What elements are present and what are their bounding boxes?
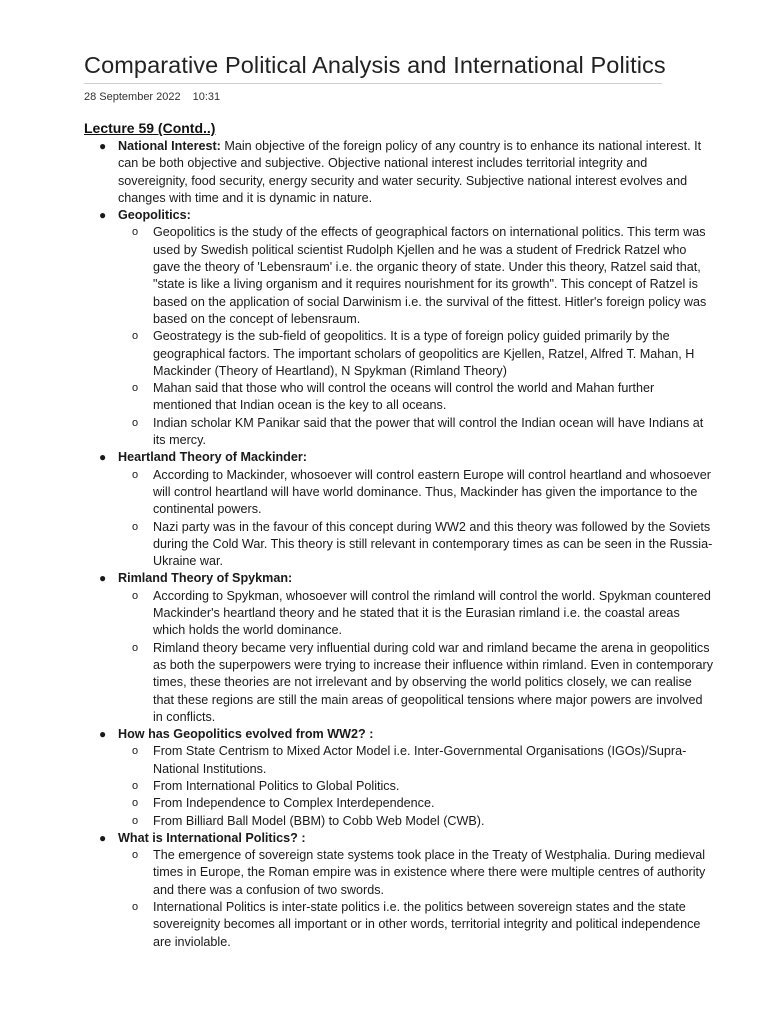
sub-item — [132, 519, 714, 571]
sub-item — [132, 847, 714, 899]
sub-list — [118, 467, 714, 571]
section-heading: Heartland Theory of Mackinder: — [118, 450, 307, 465]
sub-item — [132, 778, 714, 795]
section-heading: Rimland Theory of Spykman: — [118, 571, 293, 586]
sub-item — [132, 588, 714, 640]
circle-bullet-icon: o — [132, 226, 139, 239]
sub-item-text: From State Centrism to Mixed Actor Model i.e. Inter-Governmental Organisations (IGOs)/Supra-National Institutions. — [153, 744, 687, 776]
sub-item — [132, 467, 714, 519]
sub-item-text: International Politics is inter-state politics i.e. the politics between sovereign states and the state sovereignity becomes all important or in other words, territorial integrity and political independence are inviolable. — [153, 900, 701, 949]
circle-bullet-icon: o — [132, 814, 139, 827]
bullet-icon: ● — [99, 830, 107, 845]
note-date: 28 September 2022 — [84, 91, 181, 103]
circle-bullet-icon: o — [132, 416, 139, 429]
sub-item — [132, 813, 714, 830]
section-heading: National Interest: — [118, 139, 221, 153]
circle-bullet-icon: o — [132, 901, 139, 914]
sub-item — [132, 380, 714, 415]
circle-bullet-icon: o — [132, 745, 139, 758]
circle-bullet-icon: o — [132, 797, 139, 810]
note-body — [84, 138, 714, 951]
title-divider — [84, 83, 662, 84]
sub-item-text: Geostrategy is the sub-field of geopolitics. It is a type of foreign policy guided primarily by the geographical factors. The important scholars of geopolitics are Kjellen, Ratzel, Alfred T. Mahan, H Mackinder (Theory of Heartland), N Spykman (Rimland Theory) — [153, 329, 695, 378]
sub-list — [118, 847, 714, 951]
sub-item-text: Geopolitics is the study of the effects of geographical factors on international politics. This term was used by Swedish political scientist Rudolph Kjellen and he was a student of Fredrick Ratzel who gave the theory of 'Lebensraum' i.e. the organic theory of state. Under this theory, Ratzel said that, "state is like a living organism and it requires nourishment for its growth". This concept of Ratzel is based on the application of social Darwinism i.e. the survival of the fittest. Hitler's foreign policy was based on the concept of lebensraum. — [153, 225, 707, 326]
sub-item-text: From Billiard Ball Model (BBM) to Cobb Web Model (CWB). — [153, 813, 485, 828]
section-item — [99, 138, 714, 207]
sub-item-text: Indian scholar KM Panikar said that the power that will control the Indian ocean will have Indians at its mercy. — [153, 415, 704, 448]
section-text: Main objective of the foreign policy of any country is to enhance its national interest. It can be both objective and subjective. Objective national interest includes territorial integrity and sovereignity, food security, energy security and water security. Subjective national interest evolves and changes with time and it is dynamic in nature. — [118, 139, 702, 205]
circle-bullet-icon: o — [132, 382, 139, 395]
note-meta — [84, 91, 220, 103]
section-heading: What is International Politics? : — [118, 830, 306, 845]
sub-item-text: From Independence to Complex Interdependence. — [153, 796, 435, 811]
bullet-icon: ● — [99, 571, 107, 586]
lecture-heading: Lecture 59 (Contd..) — [84, 120, 216, 136]
sub-item — [132, 224, 714, 328]
sub-item — [132, 640, 714, 726]
section-item — [99, 570, 714, 726]
sub-item-text: Mahan said that those who will control the oceans will control the world and Mahan further mentioned that Indian ocean is the key to all oceans. — [153, 381, 655, 413]
sub-list — [118, 224, 714, 449]
sub-item-text: Nazi party was in the favour of this concept during WW2 and this theory was followed by the Soviets during the Cold War. This theory is still relevant in contemporary times as can be seen in the Russia-Ukraine war. — [153, 519, 713, 569]
circle-bullet-icon: o — [132, 589, 139, 602]
section-item — [99, 449, 714, 570]
sub-item-text: According to Mackinder, whosoever will control eastern Europe will control heartland and whosoever will control heartland will have world dominance. Thus, Mackinder has given the importance to the continental powers. — [153, 467, 711, 517]
section-item — [99, 726, 714, 830]
sub-item — [132, 795, 714, 812]
circle-bullet-icon: o — [132, 849, 139, 862]
circle-bullet-icon: o — [132, 330, 139, 343]
section-list — [84, 138, 714, 951]
section-heading: How has Geopolitics evolved from WW2? : — [118, 727, 374, 742]
sub-item-text: From International Politics to Global Politics. — [153, 778, 400, 793]
circle-bullet-icon: o — [132, 779, 139, 792]
section-item — [99, 207, 714, 449]
sub-item — [132, 328, 714, 380]
section-heading: Geopolitics: — [118, 208, 191, 223]
bullet-icon: ● — [99, 208, 107, 223]
bullet-icon: ● — [99, 450, 107, 465]
bullet-icon: ● — [99, 139, 107, 153]
sub-list — [118, 743, 714, 829]
circle-bullet-icon: o — [132, 468, 139, 481]
sub-item-text: The emergence of sovereign state systems took place in the Treaty of Westphalia. During medieval times in Europe, the Roman empire was in existence where there were multiple centres of authority and there was a confusion of two swords. — [153, 848, 706, 897]
circle-bullet-icon: o — [132, 520, 139, 533]
sub-item — [132, 415, 714, 450]
note-time: 10:31 — [192, 91, 221, 103]
section-item — [99, 830, 714, 951]
circle-bullet-icon: o — [132, 641, 139, 654]
bullet-icon: ● — [99, 727, 107, 742]
sub-list — [118, 588, 714, 726]
sub-item — [132, 899, 714, 951]
sub-item-text: According to Spykman, whosoever will control the rimland will control the world. Spykman countered Mackinder's heartland theory and he stated that it is the Eurasian rimland i.e. the coastal areas which holds the world dominance. — [153, 588, 711, 638]
sub-item — [132, 743, 714, 778]
sub-item-text: Rimland theory became very influential during cold war and rimland became the arena in geopolitics as both the superpowers were trying to increase their influence within rimland. Even in contemporary times, these theories are not irrelevant and by observing the world politics closely, we can realise that these regions are still the main areas of geopolitical tensions where major powers are involved in conflicts. — [153, 640, 714, 724]
page-title: Comparative Political Analysis and International Politics — [84, 52, 666, 78]
